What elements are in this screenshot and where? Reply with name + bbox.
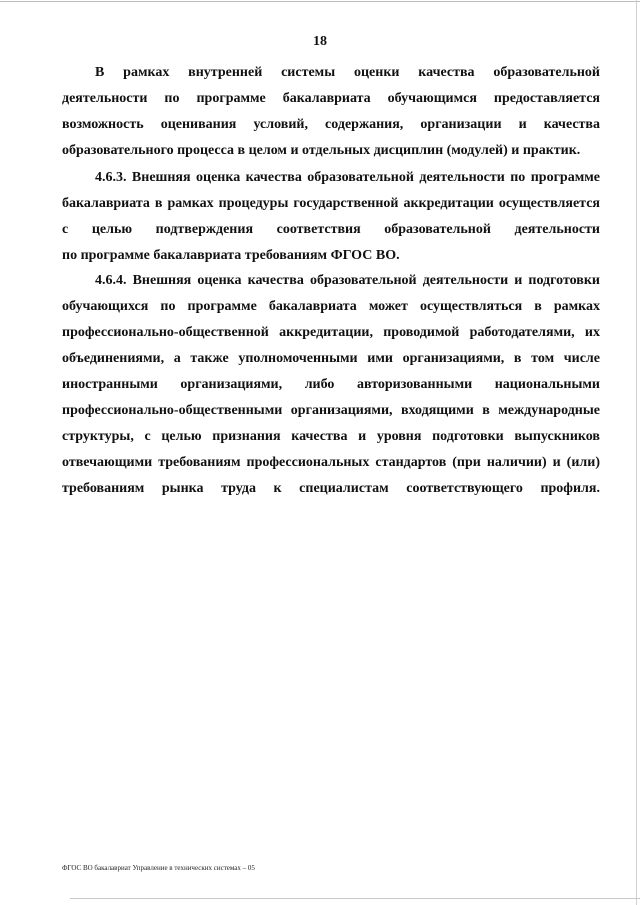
- text-line: 4.6.4. Внешняя оценка качества образовательной деятельности и подготовки: [95, 273, 600, 288]
- text-line: обучающихся по программе бакалавриата может осуществляться в рамках: [62, 299, 600, 314]
- document-footer: ФГОС ВО бакалавриат Управление в технических системах – 05: [62, 864, 255, 872]
- paragraph-4-6-4: [62, 268, 600, 502]
- scan-edge-bottom: [70, 898, 640, 899]
- text-line: с целью подтверждения соответствия образовательной деятельности: [62, 222, 600, 237]
- scan-edge-right: [636, 0, 637, 905]
- text-line: иностранными организациями, либо авторизованными национальными: [62, 377, 600, 392]
- text-line: профессионально-общественной аккредитации, проводимой работодателями, их: [62, 325, 600, 340]
- text-line: объединениями, а также уполномоченными ими организациями, в том числе: [62, 351, 600, 366]
- text-line: возможность оценивания условий, содержания, организации и качества: [62, 117, 600, 132]
- paragraph-4-6-3: [62, 165, 600, 269]
- text-line: по программе бакалавриата требованиям ФГОС ВО.: [62, 248, 400, 263]
- scan-edge-top: [0, 1, 640, 2]
- paragraph-assessment-internal: [62, 60, 600, 164]
- text-line: отвечающими требованиям профессиональных стандартов (при наличии) и (или): [62, 455, 600, 470]
- text-line: бакалавриата в рамках процедуры государственной аккредитации осуществляется: [62, 196, 600, 211]
- text-line: 4.6.3. Внешняя оценка качества образовательной деятельности по программе: [95, 170, 600, 185]
- text-line: В рамках внутренней системы оценки качества образовательной: [95, 65, 600, 80]
- text-line: структуры, с целью признания качества и уровня подготовки выпускников: [62, 429, 600, 444]
- text-line: требованиям рынка труда к специалистам соответствующего профиля.: [62, 481, 600, 496]
- text-line: профессионально-общественными организациями, входящими в международные: [62, 403, 600, 418]
- page-number: 18: [313, 34, 327, 49]
- text-line: деятельности по программе бакалавриата обучающимся предоставляется: [62, 91, 600, 106]
- text-line: образовательного процесса в целом и отдельных дисциплин (модулей) и практик.: [62, 143, 581, 158]
